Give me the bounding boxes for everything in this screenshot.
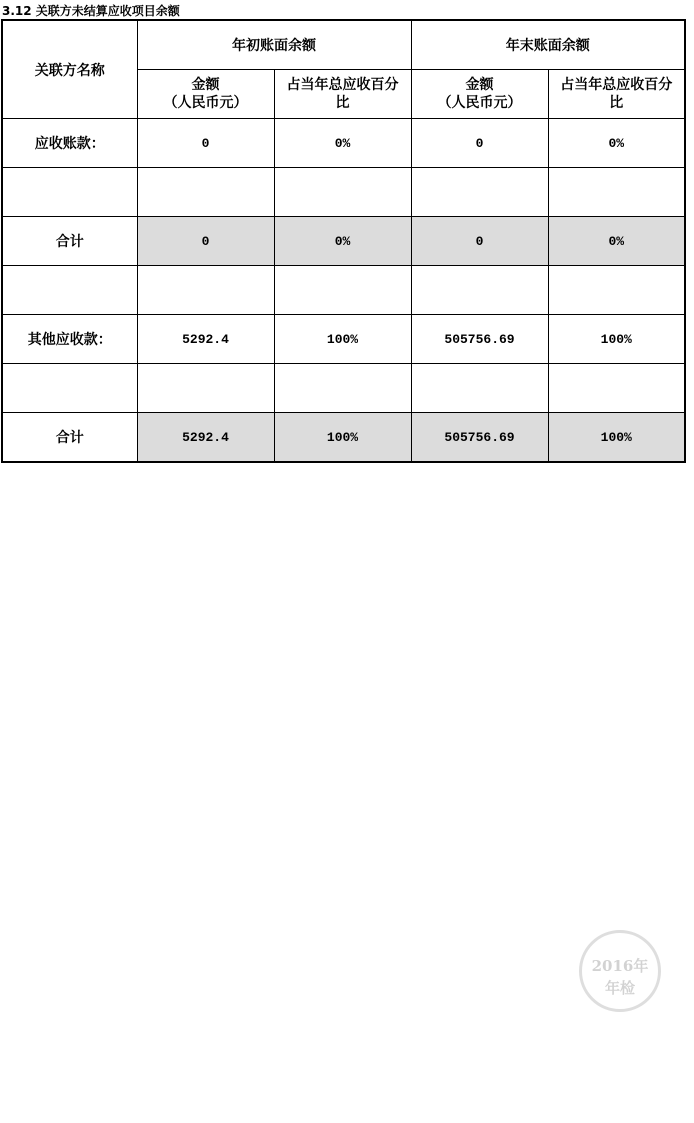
ratio-label-line2: 比 [609,95,624,111]
table-row-subtotal-receivable [2,217,685,266]
closing-amount-cell [411,364,548,413]
amount-label: 金额 [465,77,494,93]
header-closing-amount [411,70,548,119]
opening-ratio-cell: 0% [274,217,411,266]
table-row-empty [2,364,685,413]
row-label: 合计 [2,413,137,463]
opening-ratio-cell: 100% [274,315,411,364]
closing-ratio-cell [548,266,685,315]
stamp-inspection-text: 年检 [604,979,635,997]
opening-amount-cell: 5292.4 [137,413,274,463]
currency-label: （人民币元） [163,95,248,111]
row-label: 其他应收款： [2,315,137,364]
opening-ratio-cell: 0% [274,119,411,168]
row-label: 应收账款： [2,119,137,168]
row-label [2,266,137,315]
closing-amount-cell: 505756.69 [411,315,548,364]
stamp-year-text: 2016年 [591,957,649,975]
header-closing-balance: 年末账面余额 [411,20,685,70]
table-row-empty [2,168,685,217]
closing-ratio-cell [548,168,685,217]
closing-amount-cell [411,266,548,315]
opening-ratio-cell [274,364,411,413]
table-row-accounts-receivable [2,119,685,168]
table-header-row [2,20,685,70]
closing-ratio-cell: 0% [548,217,685,266]
table-row-empty [2,266,685,315]
section-title: 3.12 关联方未结算应收项目余额 [2,4,180,18]
closing-ratio-cell: 100% [548,413,685,463]
header-closing-ratio [548,70,685,119]
opening-amount-cell [137,266,274,315]
closing-amount-cell: 505756.69 [411,413,548,463]
header-related-party-name: 关联方名称 [2,20,137,119]
receivables-table [1,19,686,463]
closing-amount-cell: 0 [411,119,548,168]
ratio-label-line1: 占当年总应收百分 [286,77,399,93]
closing-ratio-cell [548,364,685,413]
ratio-label-line2: 比 [335,95,350,111]
header-opening-ratio [274,70,411,119]
row-label: 合计 [2,217,137,266]
table-row-other-receivables [2,315,685,364]
opening-ratio-cell [274,266,411,315]
header-opening-balance: 年初账面余额 [137,20,411,70]
annual-inspection-stamp [579,930,661,1012]
table-row-subtotal-other [2,413,685,463]
opening-amount-cell: 5292.4 [137,315,274,364]
amount-label: 金额 [191,77,220,93]
closing-amount-cell: 0 [411,217,548,266]
currency-label: （人民币元） [437,95,522,111]
opening-amount-cell: 0 [137,217,274,266]
closing-ratio-cell: 0% [548,119,685,168]
row-label [2,168,137,217]
opening-amount-cell [137,168,274,217]
closing-amount-cell [411,168,548,217]
opening-ratio-cell [274,168,411,217]
opening-amount-cell: 0 [137,119,274,168]
header-opening-amount [137,70,274,119]
ratio-label-line1: 占当年总应收百分 [560,77,673,93]
opening-ratio-cell: 100% [274,413,411,463]
closing-ratio-cell: 100% [548,315,685,364]
opening-amount-cell [137,364,274,413]
row-label [2,364,137,413]
